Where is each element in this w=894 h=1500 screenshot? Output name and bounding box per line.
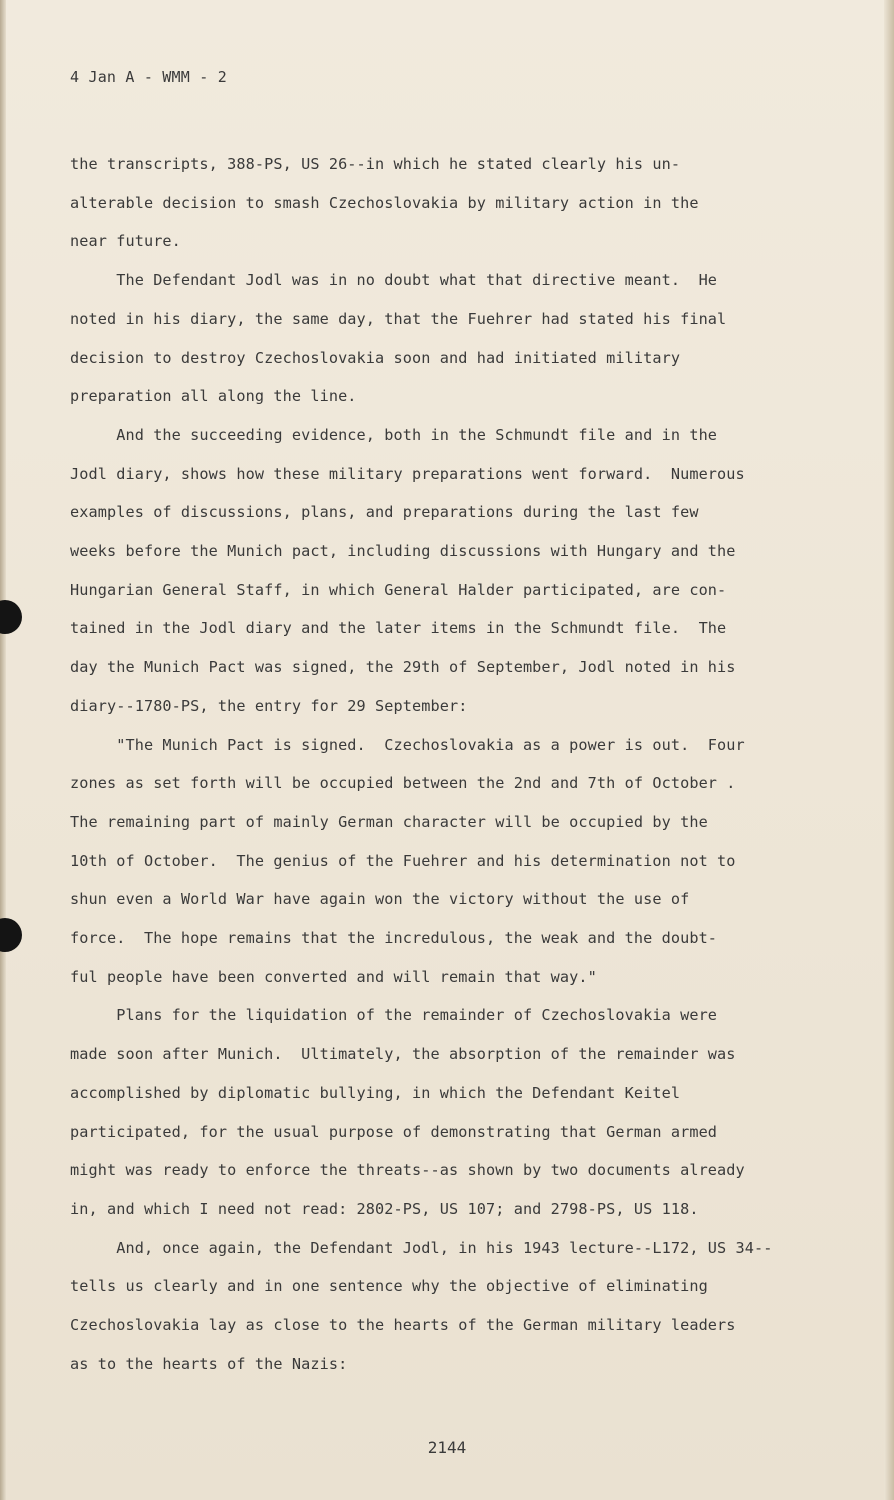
text-line: preparation all along the line. [70, 387, 357, 406]
page-number: 2144 [427, 1438, 467, 1457]
text-line: made soon after Munich. Ultimately, the absorption of the remainder was [70, 1045, 736, 1064]
text-line: "The Munich Pact is signed. Czechoslovakia as a power is out. Four [70, 735, 745, 754]
text-line: participated, for the usual purpose of demonstrating that German armed [70, 1122, 718, 1141]
text-line: weeks before the Munich pact, including discussions with Hungary and the [70, 542, 736, 561]
text-line: decision to destroy Czechoslovakia soon and had initiated military [70, 348, 681, 367]
text-line: day the Munich Pact was signed, the 29th of September, Jodl noted in his [70, 658, 736, 677]
text-line: The Defendant Jodl was in no doubt what that directive meant. He [70, 271, 718, 290]
text-line: near future. [70, 232, 181, 251]
text-line: shun even a World War have again won the victory without the use of [70, 890, 690, 909]
text-line: alterable decision to smash Czechoslovakia by military action in the [70, 193, 699, 212]
punch-hole [0, 918, 22, 952]
text-line: 10th of October. The genius of the Fuehrer and his determination not to [70, 851, 736, 870]
page-header: 4 Jan A - WMM - 2 [70, 68, 227, 86]
text-line: force. The hope remains that the incredulous, the weak and the doubt- [70, 929, 718, 948]
text-line: tained in the Jodl diary and the later items in the Schmundt file. The [70, 619, 727, 638]
text-line: tells us clearly and in one sentence why the objective of eliminating [70, 1277, 708, 1296]
text-line: diary--1780-PS, the entry for 29 September: [70, 696, 468, 715]
text-line: ful people have been converted and will remain that way." [70, 967, 597, 986]
text-line: And the succeeding evidence, both in the Schmundt file and in the [70, 425, 718, 444]
text-line: as to the hearts of the Nazis: [70, 1354, 348, 1373]
text-line: Hungarian General Staff, in which General Halder participated, are con- [70, 580, 727, 599]
text-line: zones as set forth will be occupied between the 2nd and 7th of October . [70, 774, 736, 793]
text-line: noted in his diary, the same day, that the Fuehrer had stated his final [70, 309, 727, 328]
text-line: Jodl diary, shows how these military preparations went forward. Numerous [70, 464, 745, 483]
text-line: Plans for the liquidation of the remainder of Czechoslovakia were [70, 1006, 718, 1025]
page-left-edge [0, 0, 6, 1500]
text-line: accomplished by diplomatic bullying, in which the Defendant Keitel [70, 1083, 681, 1102]
page-right-edge [884, 0, 894, 1500]
text-line: The remaining part of mainly German character will be occupied by the [70, 812, 708, 831]
text-line: Czechoslovakia lay as close to the hearts of the German military leaders [70, 1316, 736, 1335]
text-line: in, and which I need not read: 2802-PS, US 107; and 2798-PS, US 118. [70, 1199, 699, 1218]
document-body [70, 145, 810, 1384]
text-line: the transcripts, 388-PS, US 26--in which he stated clearly his un- [70, 155, 681, 173]
punch-hole [0, 600, 22, 634]
text-line: might was ready to enforce the threats--as shown by two documents already [70, 1161, 745, 1180]
text-line: And, once again, the Defendant Jodl, in his 1943 lecture--L172, US 34-- [70, 1238, 773, 1257]
text-line: examples of discussions, plans, and preparations during the last few [70, 503, 699, 522]
